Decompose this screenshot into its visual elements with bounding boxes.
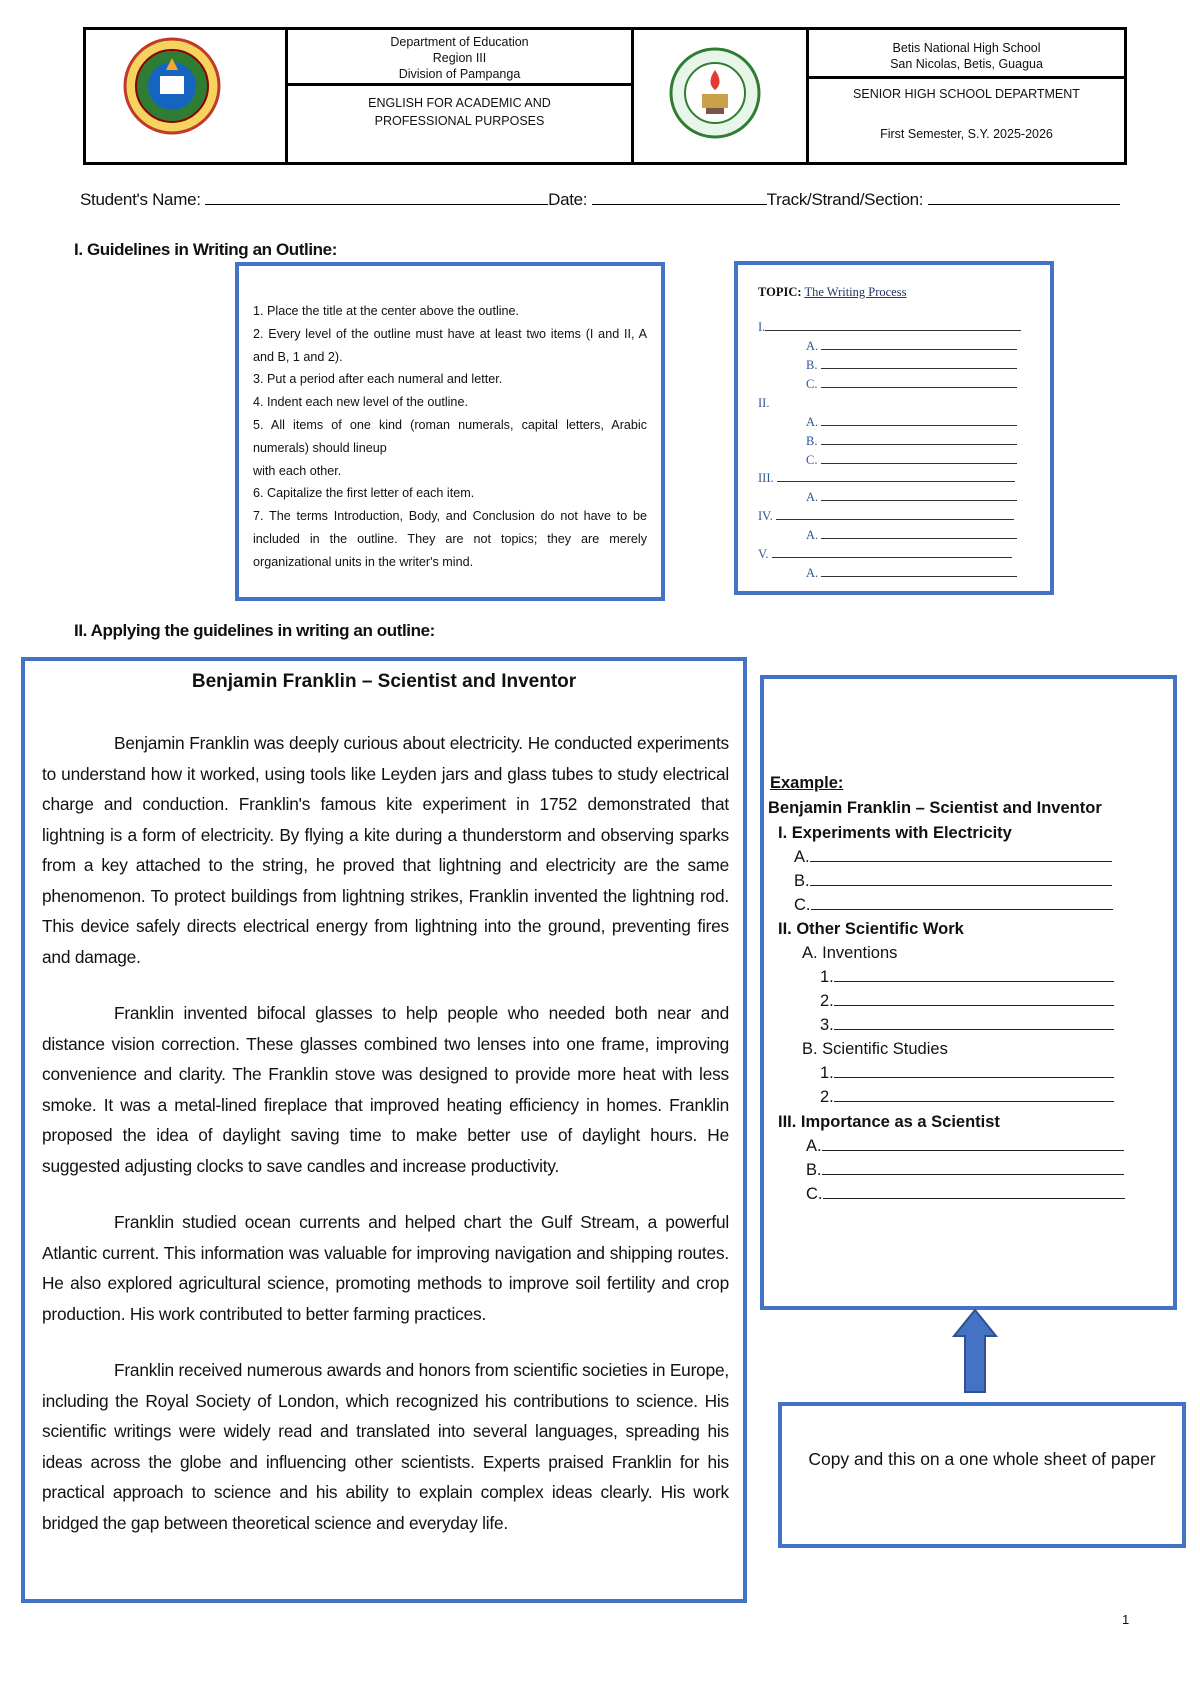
example-heading-3: III. Importance as a Scientist (778, 1113, 1000, 1131)
example-heading-2: II. Other Scientific Work (778, 920, 964, 938)
example-item: 1. (820, 1064, 834, 1082)
guideline-item: with each other. (253, 463, 342, 478)
outline-mark: B. (806, 434, 818, 448)
date-label: Date: (548, 190, 588, 209)
outline-mark: A. (806, 339, 819, 353)
section2-title: II. Applying the guidelines in writing an outline: (74, 621, 435, 640)
school-seal-icon (668, 46, 762, 140)
track-field[interactable] (928, 190, 1120, 205)
deped-line-2: Region III (432, 51, 487, 65)
topic-value: The Writing Process (804, 285, 907, 299)
school-logo-cell (634, 30, 809, 162)
guideline-item: 3. Put a period after each numeral and letter. (253, 372, 503, 387)
guidelines-list (253, 300, 647, 574)
example-item: 2. (820, 992, 834, 1010)
date-field[interactable] (592, 190, 767, 205)
page-number: 1 (1122, 1612, 1130, 1627)
subject-title: ENGLISH FOR ACADEMIC AND PROFESSIONAL PURPOSES (368, 96, 551, 128)
student-info-row (80, 190, 1140, 210)
track-label: Track/Strand/Section: (766, 190, 924, 209)
essay-paragraph: Franklin received numerous awards and honors from scientific societies in Europe, including the Royal Society of London, which recognized his contributions to science. His scientific writings were widely read and translated into several languages, spreading his ideas across the globe and influencing other scientists. Experts praised Franklin for his practical approach to science and his ability to explain complex ideas clearly. His work bridged the gap between theoretical science and everyday life. (42, 1360, 729, 1533)
header-table (83, 27, 1127, 165)
school-info-cell (809, 30, 1124, 162)
example-heading-1: I. Experiments with Electricity (778, 824, 1012, 842)
example-item: C. (794, 896, 811, 914)
outline-mark: V. (758, 547, 769, 561)
example-outline-box (760, 675, 1177, 1310)
example-item: 2. (820, 1088, 834, 1106)
outline-mark: I. (758, 320, 766, 334)
sample-outline-box (734, 261, 1054, 595)
guideline-item: 4. Indent each new level of the outline. (253, 395, 468, 410)
essay-title: Benjamin Franklin – Scientist and Inventor (191, 671, 577, 692)
student-name-field[interactable] (205, 190, 548, 205)
example-subheading: A. Inventions (802, 944, 898, 962)
up-arrow-icon (952, 1308, 998, 1394)
example-item: A. (794, 848, 810, 866)
outline-mark: C. (806, 453, 818, 467)
example-label: Example: (770, 774, 844, 792)
department-label: SENIOR HIGH SCHOOL DEPARTMENT (853, 87, 1080, 101)
outline-mark: C. (806, 377, 818, 391)
example-item: A. (806, 1137, 822, 1155)
topic-line (758, 285, 906, 300)
deped-seal-icon (122, 36, 222, 136)
essay-body (42, 728, 729, 1538)
outline-mark: A. (806, 566, 819, 580)
example-item: 1. (820, 968, 834, 986)
deped-line-3: Division of Pampanga (398, 67, 521, 81)
guideline-item: 2. Every level of the outline must have at least two items (I and II, A and B, 1 and 2). (253, 326, 647, 364)
essay-paragraph: Franklin invented bifocal glasses to help people who needed both near and distance vision correction. These glasses combined two lenses into one frame, improving convenience and clarity. The Franklin stove was designed to provide more heat with less smoke. It was a metal-lined fireplace that improved heating efficiency in homes. Franklin proposed the idea of daylight saving time to make better use of daylight hours. He suggested adjusting clocks to save candles and increase productivity. (42, 1003, 729, 1176)
example-item: C. (806, 1185, 823, 1203)
guideline-item: 6. Capitalize the first letter of each item. (253, 486, 475, 501)
section1-title: I. Guidelines in Writing an Outline: (74, 240, 337, 259)
copy-note: Copy and this on a one whole sheet of paper (808, 1449, 1156, 1469)
essay-paragraph: Franklin studied ocean currents and helped chart the Gulf Stream, a powerful Atlantic current. This information was valuable for improving navigation and shipping routes. He also explored agricultural science, promoting methods to improve soil fertility and crop production. His work contributed to better farming practices. (42, 1212, 729, 1324)
school-address: San Nicolas, Betis, Guagua (890, 57, 1043, 71)
deped-info-cell (288, 30, 634, 162)
example-item: B. (806, 1161, 822, 1179)
outline-mark: A. (806, 528, 819, 542)
outline-mark: A. (806, 415, 819, 429)
copy-note-box (778, 1402, 1186, 1548)
outline-mark: III. (758, 471, 774, 485)
example-item: B. (794, 872, 810, 890)
guideline-item: 7. The terms Introduction, Body, and Conclusion do not have to be included in the outline. They are not topics; they are merely organizational units in the writer's mind. (253, 509, 647, 569)
guidelines-box (235, 262, 665, 601)
guideline-item: 5. All items of one kind (roman numerals, capital letters, Arabic numerals) should lineup (253, 417, 647, 455)
topic-label: TOPIC: (758, 285, 802, 299)
example-item: 3. (820, 1016, 834, 1034)
school-name: Betis National High School (892, 41, 1041, 55)
outline-mark: A. (806, 490, 819, 504)
deped-logo-cell (86, 30, 288, 162)
student-name-label: Student's Name: (80, 190, 201, 209)
semester-label: First Semester, S.Y. 2025-2026 (880, 127, 1053, 141)
essay-paragraph: Benjamin Franklin was deeply curious about electricity. He conducted experiments to understand how it worked, using tools like Leyden jars and glass tubes to study electrical charge and conduction. Franklin's famous kite experiment in 1752 demonstrated that lightning is a form of electricity. By flying a kite during a thunderstorm and observing sparks from a key attached to the string, he proved that lightning and electricity are the same phenomenon. To protect buildings from lightning strikes, Franklin invented the lightning rod. This device safely directs electrical energy from lightning into the ground, preventing fires and damage. (42, 733, 729, 967)
essay-box (21, 657, 747, 1603)
deped-line-1: Department of Education (390, 35, 529, 49)
guideline-item: 1. Place the title at the center above the outline. (253, 304, 520, 318)
outline-mark: IV. (758, 509, 773, 523)
example-subheading: B. Scientific Studies (802, 1040, 948, 1058)
example-title: Benjamin Franklin – Scientist and Inventor (768, 799, 1102, 817)
outline-mark: B. (806, 358, 818, 372)
outline-mark: II. (758, 396, 770, 410)
